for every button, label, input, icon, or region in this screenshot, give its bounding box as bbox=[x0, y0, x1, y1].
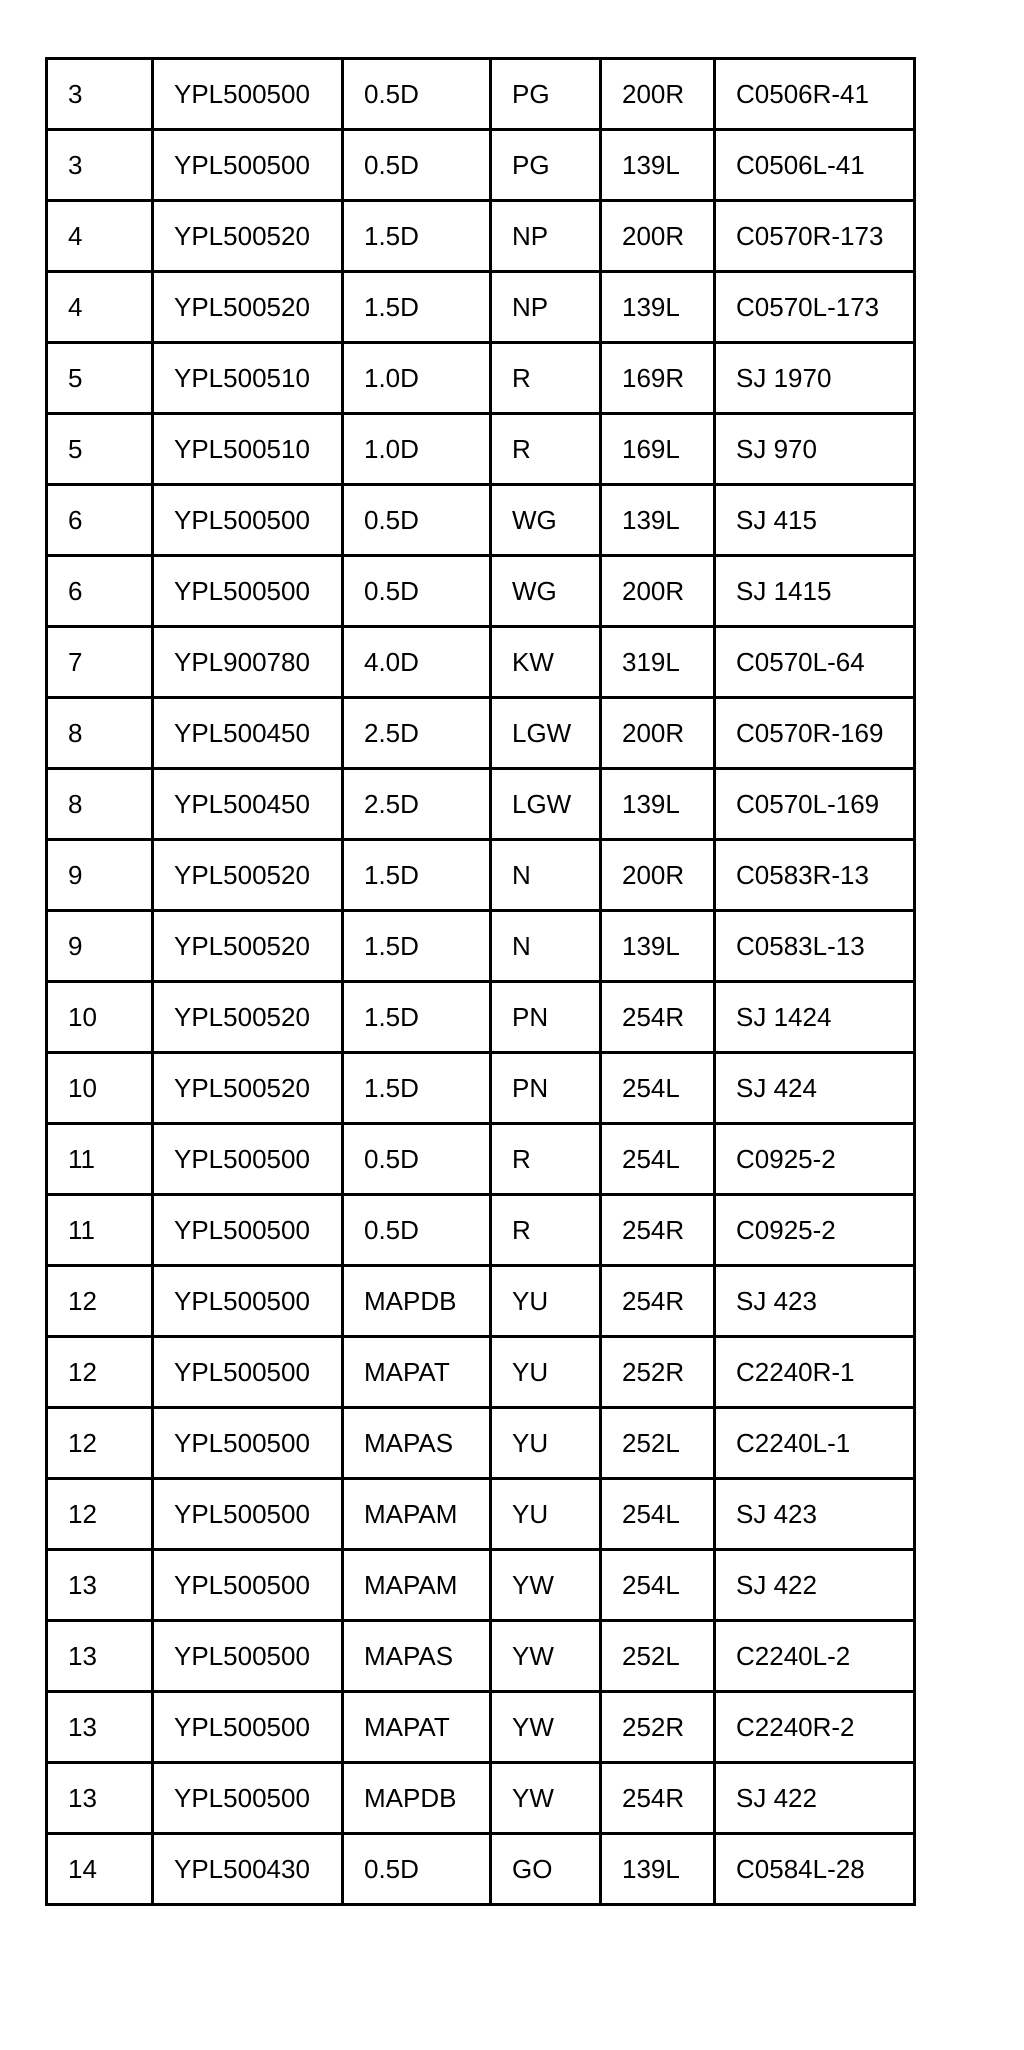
item-number-cell: 14 bbox=[47, 1834, 153, 1905]
item-number-cell: 3 bbox=[47, 130, 153, 201]
color-code-cell: N bbox=[491, 911, 601, 982]
color-code-cell: R bbox=[491, 343, 601, 414]
part-number-cell: YPL500500 bbox=[153, 1337, 343, 1408]
size-cell: 0.5D bbox=[343, 1124, 491, 1195]
connector-cell: C0583R-13 bbox=[715, 840, 915, 911]
part-number-cell: YPL500500 bbox=[153, 130, 343, 201]
parts-table-wrapper bbox=[45, 57, 916, 1906]
color-code-cell: R bbox=[491, 1195, 601, 1266]
table-row bbox=[47, 769, 915, 840]
length-cell: 252L bbox=[601, 1408, 715, 1479]
connector-cell: C0583L-13 bbox=[715, 911, 915, 982]
table-row bbox=[47, 1550, 915, 1621]
color-code-cell: WG bbox=[491, 556, 601, 627]
part-number-cell: YPL500510 bbox=[153, 343, 343, 414]
part-number-cell: YPL500520 bbox=[153, 201, 343, 272]
item-number-cell: 13 bbox=[47, 1763, 153, 1834]
size-cell: 1.5D bbox=[343, 911, 491, 982]
size-cell: 1.5D bbox=[343, 982, 491, 1053]
length-cell: 139L bbox=[601, 130, 715, 201]
color-code-cell: YW bbox=[491, 1763, 601, 1834]
part-number-cell: YPL500430 bbox=[153, 1834, 343, 1905]
part-number-cell: YPL500520 bbox=[153, 840, 343, 911]
item-number-cell: 13 bbox=[47, 1550, 153, 1621]
part-number-cell: YPL500500 bbox=[153, 1621, 343, 1692]
part-number-cell: YPL500450 bbox=[153, 769, 343, 840]
item-number-cell: 8 bbox=[47, 698, 153, 769]
part-number-cell: YPL500520 bbox=[153, 982, 343, 1053]
size-cell: MAPDB bbox=[343, 1266, 491, 1337]
length-cell: 319L bbox=[601, 627, 715, 698]
part-number-cell: YPL500520 bbox=[153, 272, 343, 343]
part-number-cell: YPL500510 bbox=[153, 414, 343, 485]
connector-cell: C0570R-169 bbox=[715, 698, 915, 769]
length-cell: 139L bbox=[601, 272, 715, 343]
item-number-cell: 6 bbox=[47, 556, 153, 627]
table-row bbox=[47, 1408, 915, 1479]
item-number-cell: 12 bbox=[47, 1479, 153, 1550]
connector-cell: SJ 422 bbox=[715, 1550, 915, 1621]
table-row bbox=[47, 627, 915, 698]
connector-cell: C0570R-173 bbox=[715, 201, 915, 272]
item-number-cell: 12 bbox=[47, 1337, 153, 1408]
part-number-cell: YPL500500 bbox=[153, 1479, 343, 1550]
length-cell: 254R bbox=[601, 1266, 715, 1337]
table-row bbox=[47, 59, 915, 130]
connector-cell: C0506L-41 bbox=[715, 130, 915, 201]
table-row bbox=[47, 1337, 915, 1408]
parts-table bbox=[45, 57, 916, 1906]
item-number-cell: 5 bbox=[47, 414, 153, 485]
size-cell: MAPDB bbox=[343, 1763, 491, 1834]
length-cell: 254L bbox=[601, 1479, 715, 1550]
connector-cell: C2240L-2 bbox=[715, 1621, 915, 1692]
connector-cell: SJ 423 bbox=[715, 1479, 915, 1550]
color-code-cell: YU bbox=[491, 1337, 601, 1408]
connector-cell: C0570L-169 bbox=[715, 769, 915, 840]
connector-cell: SJ 423 bbox=[715, 1266, 915, 1337]
color-code-cell: GO bbox=[491, 1834, 601, 1905]
size-cell: MAPAS bbox=[343, 1408, 491, 1479]
table-row bbox=[47, 1195, 915, 1266]
color-code-cell: LGW bbox=[491, 698, 601, 769]
size-cell: MAPAS bbox=[343, 1621, 491, 1692]
color-code-cell: LGW bbox=[491, 769, 601, 840]
table-row bbox=[47, 1834, 915, 1905]
color-code-cell: PN bbox=[491, 1053, 601, 1124]
length-cell: 169R bbox=[601, 343, 715, 414]
size-cell: 0.5D bbox=[343, 1195, 491, 1266]
color-code-cell: NP bbox=[491, 272, 601, 343]
part-number-cell: YPL500500 bbox=[153, 1124, 343, 1195]
size-cell: 1.5D bbox=[343, 272, 491, 343]
length-cell: 200R bbox=[601, 698, 715, 769]
item-number-cell: 4 bbox=[47, 272, 153, 343]
size-cell: 2.5D bbox=[343, 698, 491, 769]
part-number-cell: YPL500500 bbox=[153, 485, 343, 556]
size-cell: 0.5D bbox=[343, 1834, 491, 1905]
item-number-cell: 10 bbox=[47, 1053, 153, 1124]
connector-cell: SJ 422 bbox=[715, 1763, 915, 1834]
length-cell: 254L bbox=[601, 1053, 715, 1124]
color-code-cell: KW bbox=[491, 627, 601, 698]
table-row bbox=[47, 982, 915, 1053]
part-number-cell: YPL500500 bbox=[153, 1763, 343, 1834]
length-cell: 252R bbox=[601, 1337, 715, 1408]
color-code-cell: PG bbox=[491, 130, 601, 201]
length-cell: 139L bbox=[601, 911, 715, 982]
item-number-cell: 3 bbox=[47, 59, 153, 130]
item-number-cell: 8 bbox=[47, 769, 153, 840]
part-number-cell: YPL500520 bbox=[153, 911, 343, 982]
size-cell: 1.5D bbox=[343, 840, 491, 911]
item-number-cell: 13 bbox=[47, 1621, 153, 1692]
table-row bbox=[47, 1692, 915, 1763]
connector-cell: SJ 1415 bbox=[715, 556, 915, 627]
connector-cell: SJ 415 bbox=[715, 485, 915, 556]
table-row bbox=[47, 911, 915, 982]
length-cell: 252L bbox=[601, 1621, 715, 1692]
size-cell: 1.0D bbox=[343, 414, 491, 485]
size-cell: MAPAM bbox=[343, 1479, 491, 1550]
connector-cell: C0925-2 bbox=[715, 1124, 915, 1195]
length-cell: 254R bbox=[601, 1195, 715, 1266]
table-row bbox=[47, 414, 915, 485]
color-code-cell: NP bbox=[491, 201, 601, 272]
part-number-cell: YPL500500 bbox=[153, 1408, 343, 1479]
color-code-cell: PN bbox=[491, 982, 601, 1053]
table-row bbox=[47, 1124, 915, 1195]
size-cell: 0.5D bbox=[343, 556, 491, 627]
table-row bbox=[47, 698, 915, 769]
part-number-cell: YPL500500 bbox=[153, 1550, 343, 1621]
color-code-cell: N bbox=[491, 840, 601, 911]
part-number-cell: YPL500450 bbox=[153, 698, 343, 769]
color-code-cell: PG bbox=[491, 59, 601, 130]
item-number-cell: 9 bbox=[47, 840, 153, 911]
item-number-cell: 4 bbox=[47, 201, 153, 272]
connector-cell: C2240R-2 bbox=[715, 1692, 915, 1763]
table-row bbox=[47, 343, 915, 414]
length-cell: 252R bbox=[601, 1692, 715, 1763]
item-number-cell: 12 bbox=[47, 1266, 153, 1337]
table-row bbox=[47, 485, 915, 556]
connector-cell: SJ 1424 bbox=[715, 982, 915, 1053]
table-row bbox=[47, 272, 915, 343]
color-code-cell: YW bbox=[491, 1621, 601, 1692]
size-cell: 1.0D bbox=[343, 343, 491, 414]
connector-cell: C0570L-173 bbox=[715, 272, 915, 343]
length-cell: 139L bbox=[601, 1834, 715, 1905]
item-number-cell: 9 bbox=[47, 911, 153, 982]
color-code-cell: R bbox=[491, 1124, 601, 1195]
item-number-cell: 10 bbox=[47, 982, 153, 1053]
connector-cell: SJ 1970 bbox=[715, 343, 915, 414]
color-code-cell: YU bbox=[491, 1266, 601, 1337]
part-number-cell: YPL500500 bbox=[153, 1195, 343, 1266]
table-row bbox=[47, 1763, 915, 1834]
part-number-cell: YPL500500 bbox=[153, 1692, 343, 1763]
table-row bbox=[47, 1053, 915, 1124]
part-number-cell: YPL500500 bbox=[153, 1266, 343, 1337]
table-row bbox=[47, 130, 915, 201]
length-cell: 169L bbox=[601, 414, 715, 485]
length-cell: 254L bbox=[601, 1124, 715, 1195]
size-cell: 0.5D bbox=[343, 485, 491, 556]
color-code-cell: YU bbox=[491, 1479, 601, 1550]
size-cell: 4.0D bbox=[343, 627, 491, 698]
table-row bbox=[47, 201, 915, 272]
size-cell: 2.5D bbox=[343, 769, 491, 840]
table-row bbox=[47, 1621, 915, 1692]
item-number-cell: 7 bbox=[47, 627, 153, 698]
connector-cell: C2240R-1 bbox=[715, 1337, 915, 1408]
item-number-cell: 13 bbox=[47, 1692, 153, 1763]
length-cell: 200R bbox=[601, 840, 715, 911]
size-cell: 0.5D bbox=[343, 130, 491, 201]
item-number-cell: 11 bbox=[47, 1124, 153, 1195]
length-cell: 200R bbox=[601, 59, 715, 130]
part-number-cell: YPL500500 bbox=[153, 556, 343, 627]
connector-cell: C0506R-41 bbox=[715, 59, 915, 130]
table-row bbox=[47, 556, 915, 627]
color-code-cell: YW bbox=[491, 1550, 601, 1621]
size-cell: 1.5D bbox=[343, 201, 491, 272]
connector-cell: C0584L-28 bbox=[715, 1834, 915, 1905]
part-number-cell: YPL500500 bbox=[153, 59, 343, 130]
table-row bbox=[47, 1479, 915, 1550]
table-row bbox=[47, 840, 915, 911]
connector-cell: SJ 970 bbox=[715, 414, 915, 485]
length-cell: 254L bbox=[601, 1550, 715, 1621]
item-number-cell: 12 bbox=[47, 1408, 153, 1479]
connector-cell: C2240L-1 bbox=[715, 1408, 915, 1479]
item-number-cell: 6 bbox=[47, 485, 153, 556]
size-cell: 1.5D bbox=[343, 1053, 491, 1124]
length-cell: 254R bbox=[601, 982, 715, 1053]
color-code-cell: YU bbox=[491, 1408, 601, 1479]
item-number-cell: 5 bbox=[47, 343, 153, 414]
length-cell: 139L bbox=[601, 485, 715, 556]
part-number-cell: YPL900780 bbox=[153, 627, 343, 698]
length-cell: 200R bbox=[601, 201, 715, 272]
table-row bbox=[47, 1266, 915, 1337]
size-cell: MAPAT bbox=[343, 1692, 491, 1763]
connector-cell: C0925-2 bbox=[715, 1195, 915, 1266]
size-cell: 0.5D bbox=[343, 59, 491, 130]
length-cell: 200R bbox=[601, 556, 715, 627]
color-code-cell: YW bbox=[491, 1692, 601, 1763]
item-number-cell: 11 bbox=[47, 1195, 153, 1266]
color-code-cell: WG bbox=[491, 485, 601, 556]
size-cell: MAPAM bbox=[343, 1550, 491, 1621]
length-cell: 254R bbox=[601, 1763, 715, 1834]
connector-cell: SJ 424 bbox=[715, 1053, 915, 1124]
size-cell: MAPAT bbox=[343, 1337, 491, 1408]
length-cell: 139L bbox=[601, 769, 715, 840]
parts-table-body bbox=[47, 59, 915, 1905]
part-number-cell: YPL500520 bbox=[153, 1053, 343, 1124]
color-code-cell: R bbox=[491, 414, 601, 485]
connector-cell: C0570L-64 bbox=[715, 627, 915, 698]
